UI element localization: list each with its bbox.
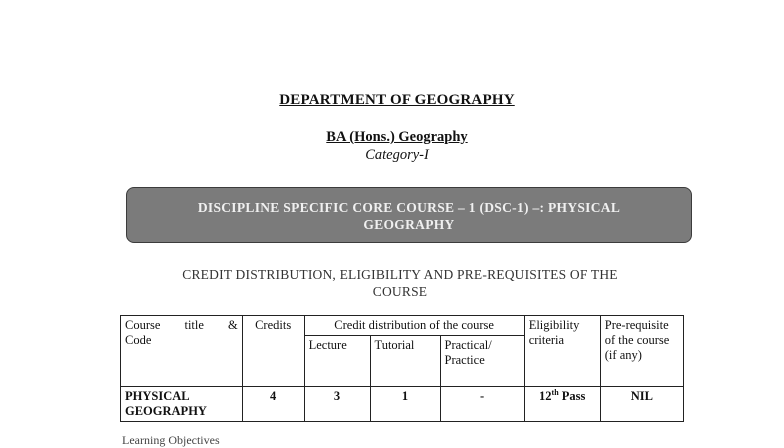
cell-tutorial: 1 bbox=[370, 387, 440, 422]
credit-distribution-heading bbox=[150, 266, 650, 300]
header-lecture: Lecture bbox=[304, 336, 370, 387]
credit-heading-line-1: CREDIT DISTRIBUTION, ELIGIBILITY AND PRE-REQUISITES OF THE bbox=[182, 267, 618, 282]
eligibility-suffix: th bbox=[551, 387, 559, 397]
header-tutorial: Tutorial bbox=[370, 336, 440, 387]
eligibility-text: Pass bbox=[558, 389, 586, 403]
header-code-word: Code bbox=[125, 333, 152, 347]
header-eligibility: Eligibility criteria bbox=[524, 316, 600, 387]
programme-title: BA (Hons.) Geography bbox=[326, 129, 468, 145]
banner-line-2: GEOGRAPHY bbox=[363, 217, 455, 232]
department-title: DEPARTMENT OF GEOGRAPHY bbox=[279, 92, 515, 108]
header-course-word: Course bbox=[125, 318, 161, 332]
cell-eligibility bbox=[524, 387, 600, 422]
cell-prerequisite: NIL bbox=[600, 387, 683, 422]
credit-table bbox=[120, 315, 684, 422]
category-label: Category-I bbox=[365, 147, 429, 163]
header-title-word: title bbox=[184, 318, 204, 332]
table-header-row bbox=[121, 316, 684, 336]
header-credits: Credits bbox=[242, 316, 304, 387]
header-prerequisite: Pre-requisite of the course (if any) bbox=[600, 316, 683, 387]
header-course-title bbox=[121, 316, 243, 387]
header-credit-distribution: Credit distribution of the course bbox=[304, 316, 524, 336]
credit-heading-line-2: COURSE bbox=[372, 284, 428, 299]
table-row bbox=[121, 387, 684, 422]
cell-course: PHYSICAL GEOGRAPHY bbox=[121, 387, 243, 422]
cell-credits: 4 bbox=[242, 387, 304, 422]
header-practical: Practical/ Practice bbox=[440, 336, 524, 387]
cell-practical: - bbox=[440, 387, 524, 422]
banner-line-1: DISCIPLINE SPECIFIC CORE COURSE – 1 (DSC-1) –: PHYSICAL bbox=[197, 200, 621, 215]
eligibility-number: 12 bbox=[539, 389, 552, 403]
truncated-section-heading: Learning Objectives bbox=[122, 433, 220, 447]
course-banner bbox=[126, 187, 692, 243]
header-ampersand: & bbox=[227, 318, 238, 332]
cell-lecture: 3 bbox=[304, 387, 370, 422]
